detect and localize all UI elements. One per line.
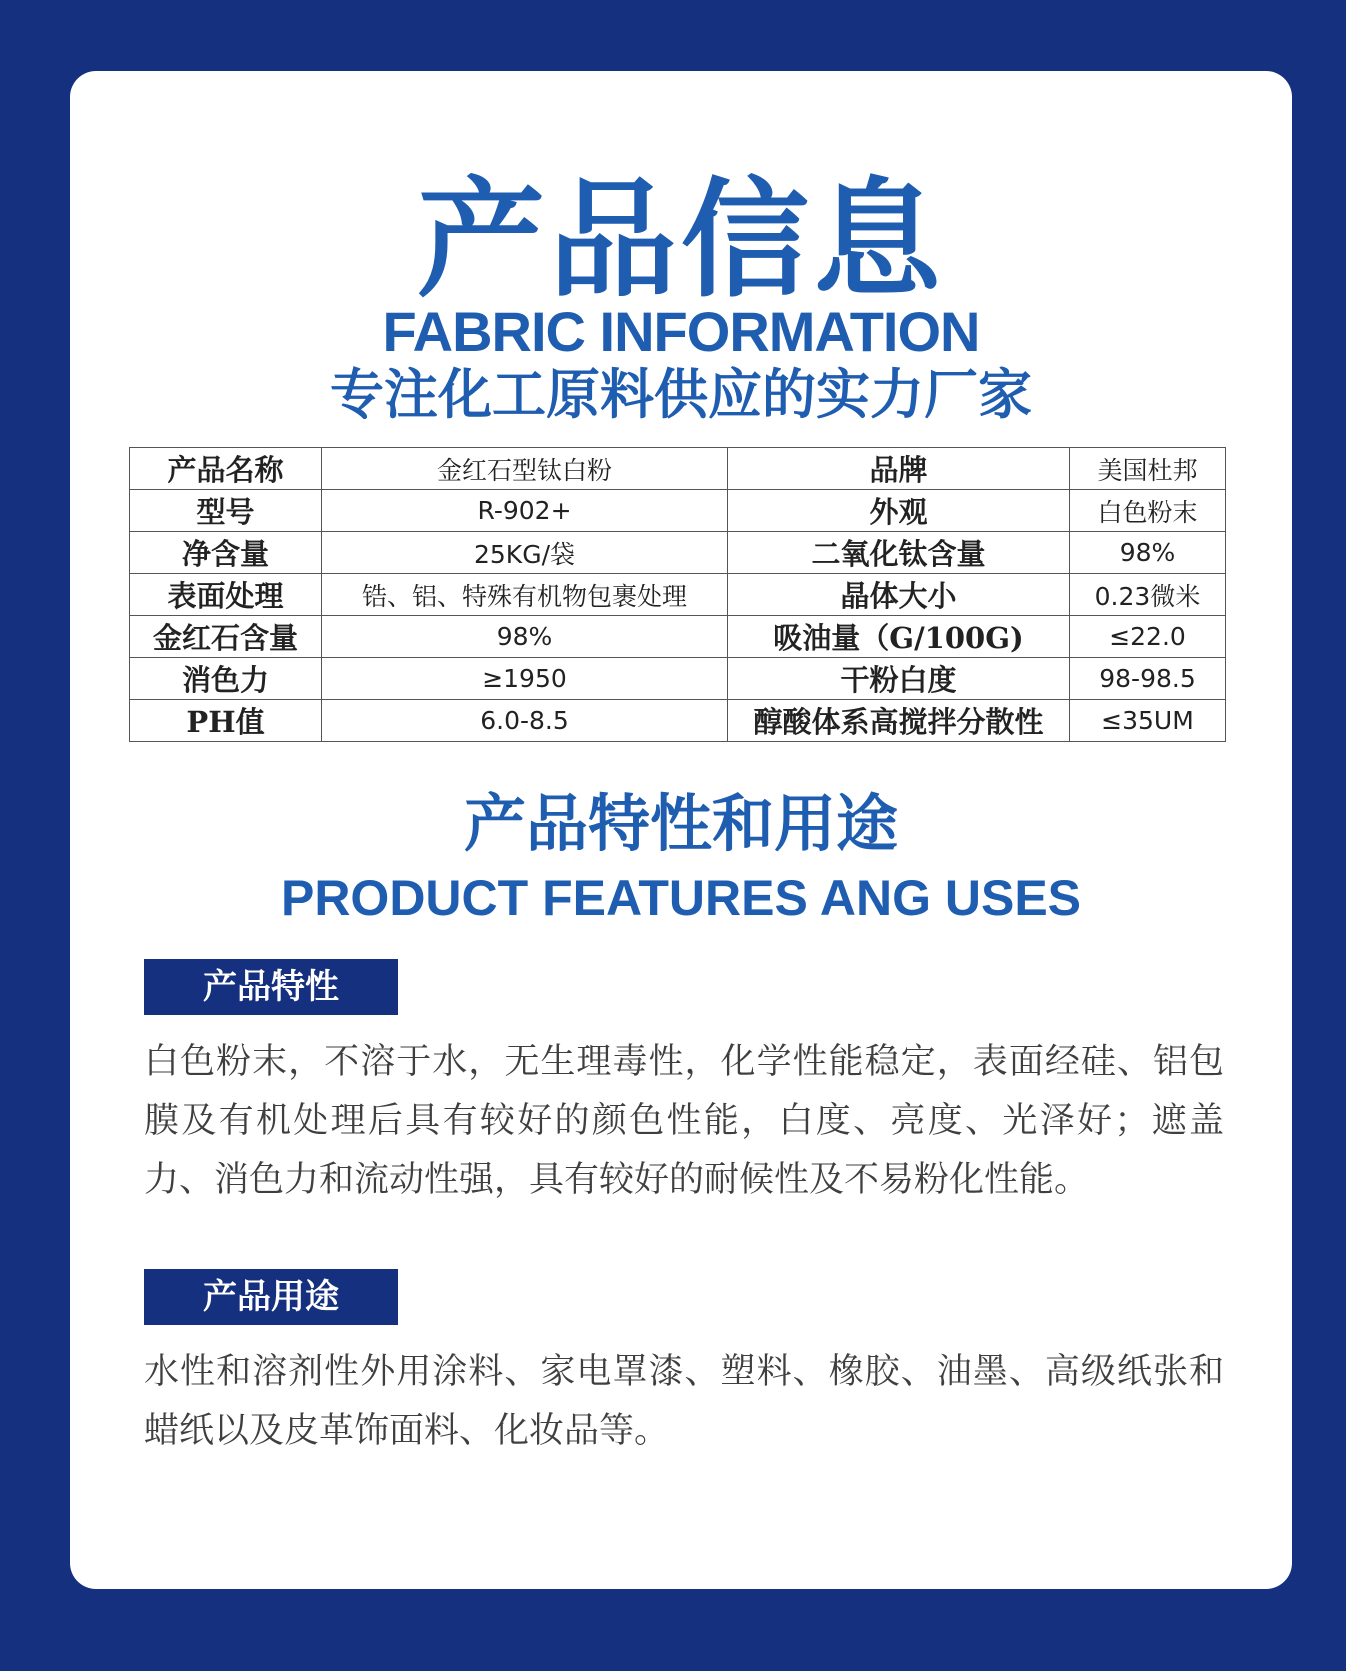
table-row (130, 574, 1226, 616)
content-card (70, 71, 1292, 1589)
spec-label: 金红石含量 (130, 616, 322, 658)
spec-value: 98% (322, 616, 728, 658)
spec-table (129, 447, 1226, 742)
uses-text: 水性和溶剂性外用涂料、家电罩漆、塑料、橡胶、油墨、高级纸张和蜡纸以及皮革饰面料、化妆品等。 (144, 1352, 1224, 1451)
table-row (130, 490, 1226, 532)
spec-value: 金红石型钛白粉 (322, 448, 728, 490)
features-section-title-english: PRODUCT FEATURES ANG USES (280, 870, 1082, 926)
features-tag: 产品特性 (144, 959, 398, 1015)
spec-label: PH值 (130, 700, 322, 742)
page-subtitle: 专注化工原料供应的实力厂家 (330, 363, 1032, 426)
spec-label: 醇酸体系高搅拌分散性 (728, 700, 1070, 742)
spec-value: 6.0-8.5 (322, 700, 728, 742)
spec-value: ≥1950 (322, 658, 728, 700)
spec-label: 晶体大小 (728, 574, 1070, 616)
spec-value: 98% (1070, 532, 1226, 574)
spec-value: R-902+ (322, 490, 728, 532)
spec-value: 锆、铝、特殊有机物包裹处理 (322, 574, 728, 616)
spec-label: 消色力 (130, 658, 322, 700)
table-row (130, 448, 1226, 490)
spec-value: 25KG/袋 (322, 532, 728, 574)
table-row (130, 616, 1226, 658)
spec-value: ≤22.0 (1070, 616, 1226, 658)
spec-label: 净含量 (130, 532, 322, 574)
features-section-title: 产品特性和用途 (463, 787, 898, 860)
spec-value: 0.23微米 (1070, 574, 1226, 616)
features-text: 白色粉末，不溶于水，无生理毒性，化学性能稳定，表面经硅、铝包膜及有机处理后具有较好的颜色性能，白度、亮度、光泽好；遮盖力、消色力和流动性强，具有较好的耐候性及不易粉化性能。 (144, 1042, 1224, 1200)
spec-label: 干粉白度 (728, 658, 1070, 700)
spec-label: 吸油量（G/100G) (728, 616, 1070, 658)
uses-tag: 产品用途 (144, 1269, 398, 1325)
spec-label: 产品名称 (130, 448, 322, 490)
spec-label: 表面处理 (130, 574, 322, 616)
spec-value: 白色粉末 (1070, 490, 1226, 532)
spec-value: 98-98.5 (1070, 658, 1226, 700)
table-row (130, 658, 1226, 700)
table-row (130, 700, 1226, 742)
table-row (130, 532, 1226, 574)
spec-label: 外观 (728, 490, 1070, 532)
spec-label: 二氧化钛含量 (728, 532, 1070, 574)
spec-value: ≤35UM (1070, 700, 1226, 742)
spec-label: 品牌 (728, 448, 1070, 490)
page-title-english: FABRIC INFORMATION (382, 300, 980, 363)
spec-label: 型号 (130, 490, 322, 532)
page-title: 产品信息 (416, 166, 945, 315)
spec-value: 美国杜邦 (1070, 448, 1226, 490)
